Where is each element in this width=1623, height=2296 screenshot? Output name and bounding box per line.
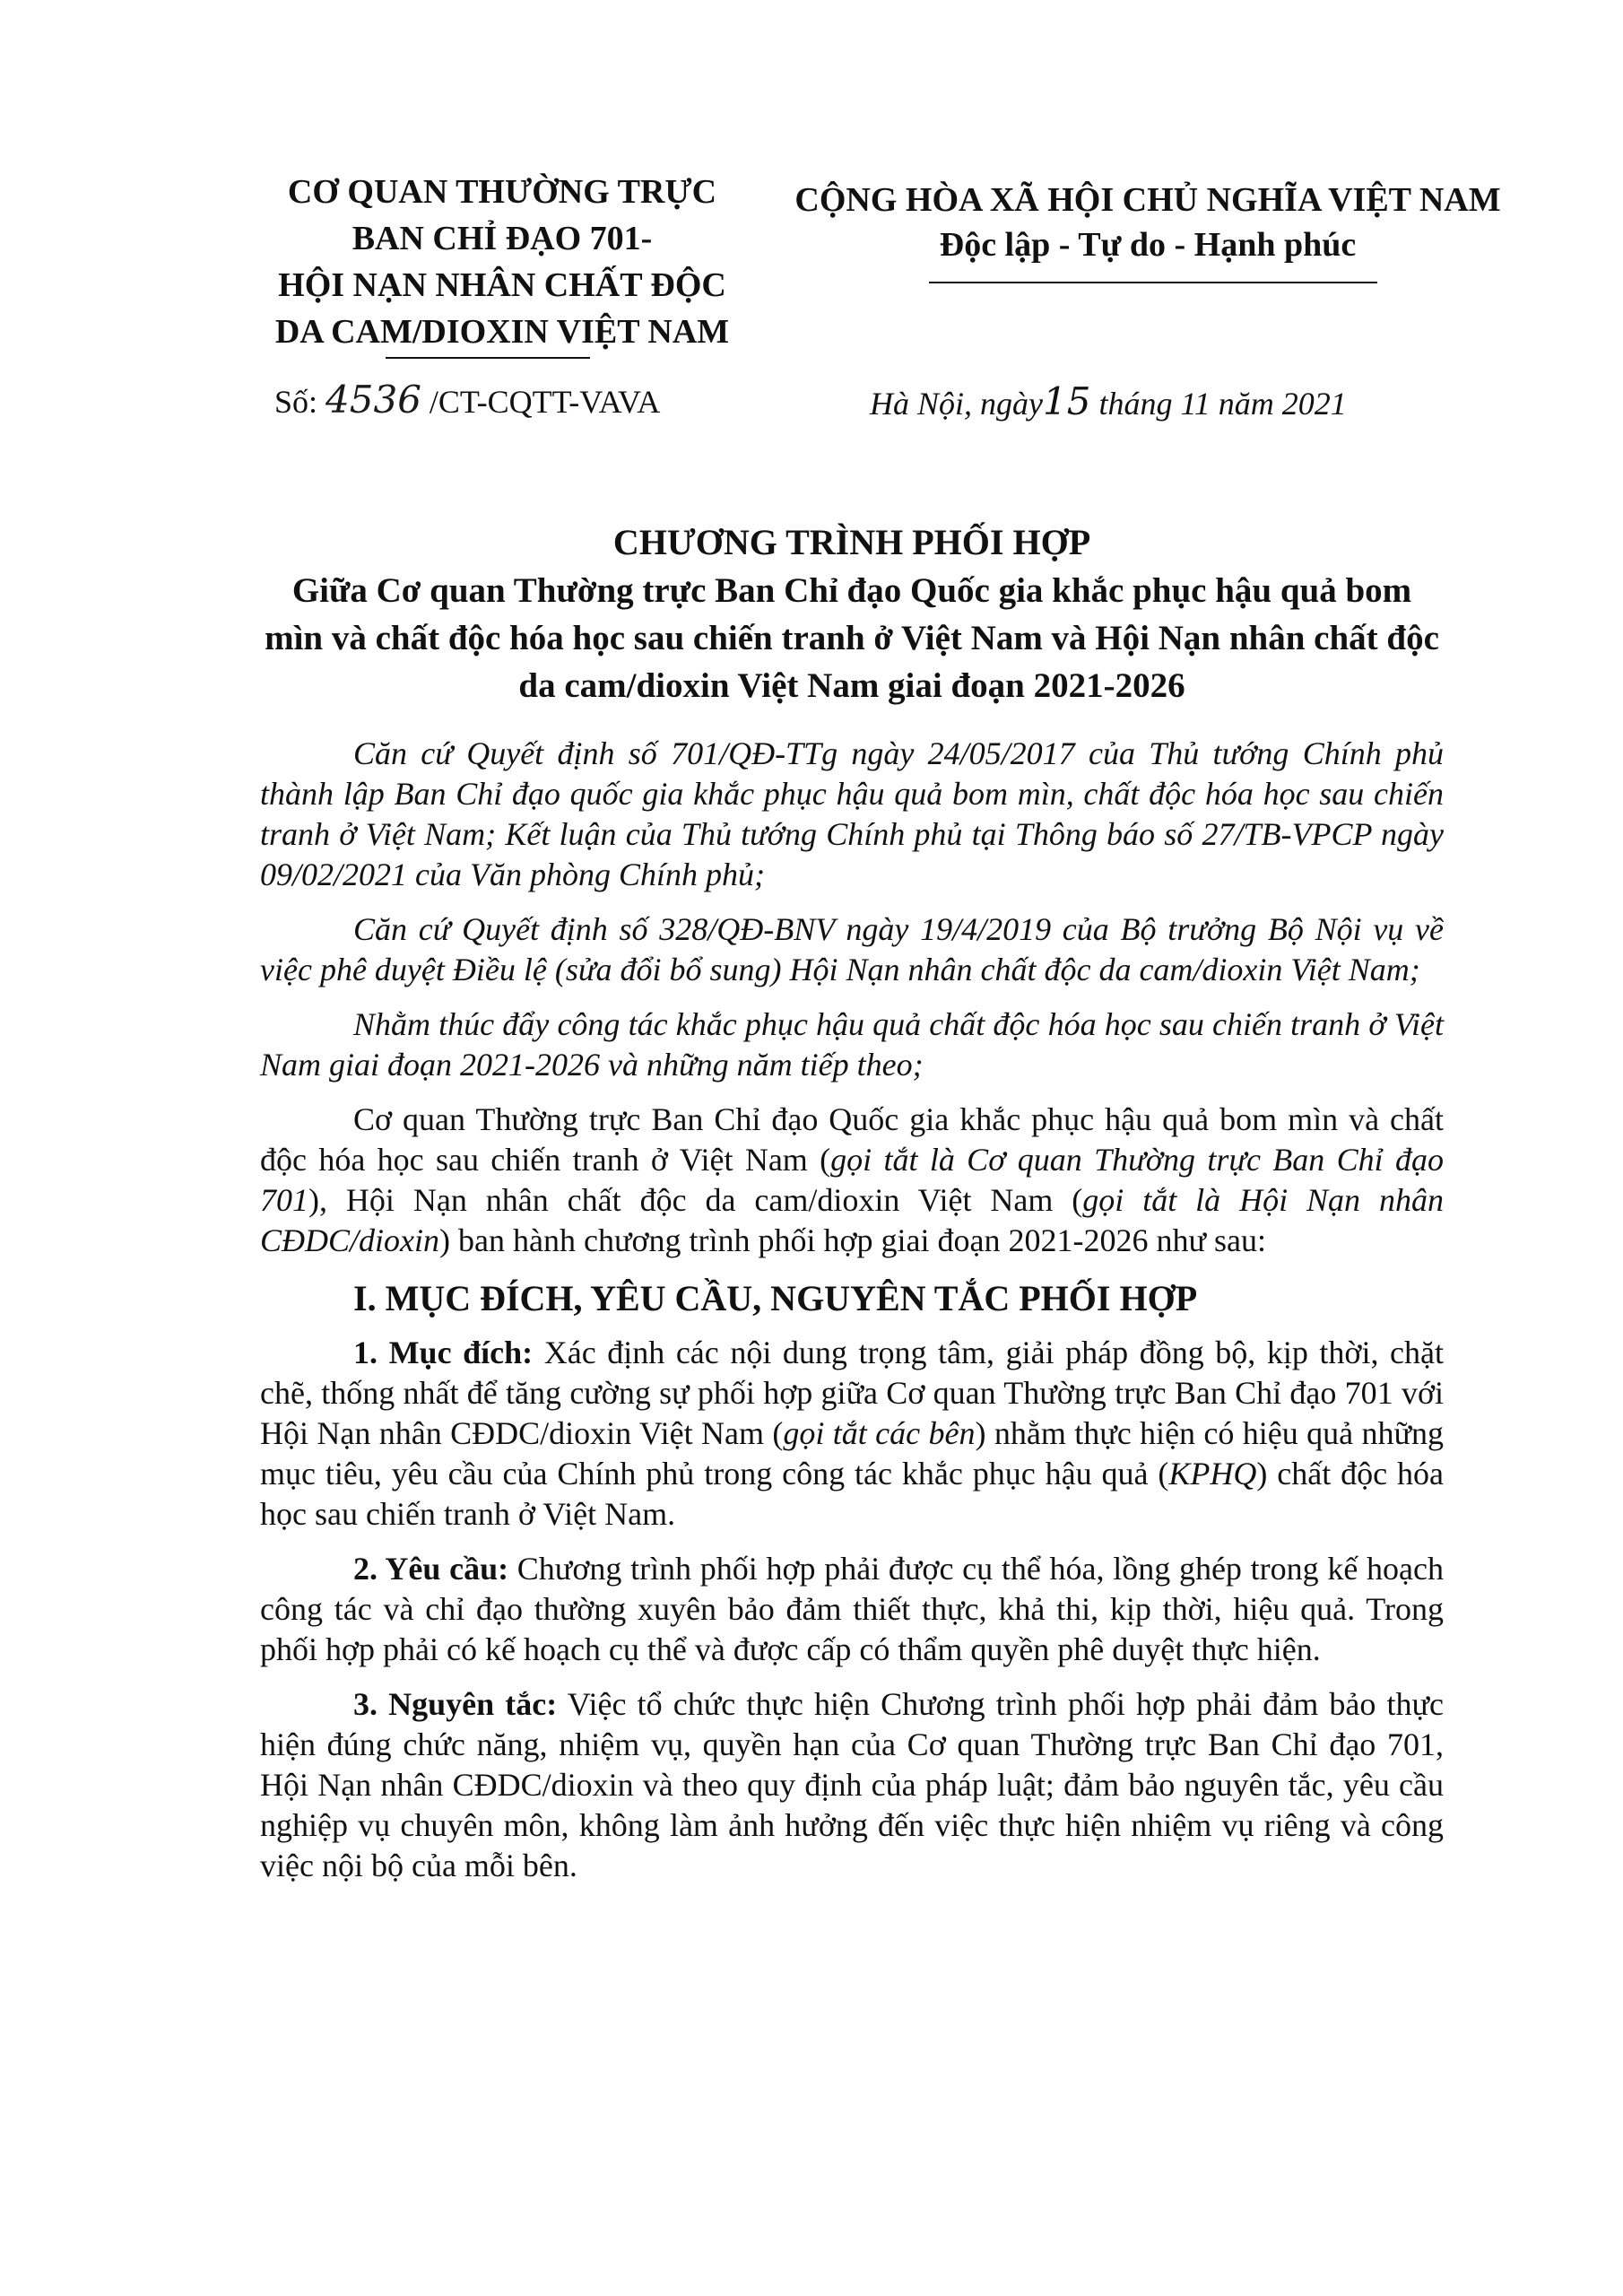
- date-rest: tháng 11 năm 2021: [1098, 386, 1347, 422]
- intro-italic: gọi tắt là Hội Nạn nhân CĐDC/dioxin: [260, 1182, 1444, 1258]
- purpose-paragraph: [260, 1333, 1444, 1535]
- document-title: [260, 518, 1444, 709]
- agency-line: BAN CHỈ ĐẠO 701-: [352, 220, 653, 257]
- purpose-italic: gọi tắt các bên: [783, 1415, 976, 1451]
- date-prefix: Hà Nội, ngày: [870, 386, 1043, 422]
- requirements-text: Chương trình phối hợp phải được cụ thể hóa, lồng ghép trong kế hoạch công tác và chỉ đạo thường xuyên bảo đảm thiết thực, khả thi, kịp thời, hiệu quả. Trong phối hợp phải có kế hoạch cụ thể và được cấp có thẩm quyền phê duyệt thực hiện.: [260, 1551, 1444, 1667]
- principles-paragraph: [260, 1684, 1444, 1886]
- principles-label: 3. Nguyên tắc:: [353, 1686, 558, 1722]
- doc-number-code: /CT-CQTT-VAVA: [429, 384, 661, 420]
- date-day-handwritten: 15: [1043, 379, 1091, 423]
- section-heading: I. MỤC ĐÍCH, YÊU CẦU, NGUYÊN TẮC PHỐI HỢP: [353, 1278, 1198, 1318]
- purpose-label: 1. Mục đích:: [353, 1335, 534, 1370]
- purpose-text: ) chất độc hóa học sau chiến tranh ở Việt Nam.: [260, 1456, 1444, 1532]
- doc-number-label: Số:: [274, 384, 318, 420]
- document-number: [274, 378, 660, 423]
- agency-line: CƠ QUAN THƯỜNG TRỰC: [287, 173, 717, 211]
- title-subtitle: Giữa Cơ quan Thường trực Ban Chỉ đạo Quốc gia khắc phục hậu quả bom mìn và chất độc hóa học sau chiến tranh ở Việt Nam và Hội Nạn nhân chất độc da cam/dioxin Việt Nam giai đoạn 2021-2026: [265, 571, 1439, 705]
- intro-italic: gọi tắt là Cơ quan Thường trực Ban Chỉ đạo 701: [260, 1142, 1444, 1218]
- preamble-paragraph: Nhằm thúc đẩy công tác khắc phục hậu quả chất độc hóa học sau chiến tranh ở Việt Nam giai đoạn 2021-2026 và những năm tiếp theo;: [260, 1006, 1444, 1083]
- principles-text: Việc tổ chức thực hiện Chương trình phối hợp phải đảm bảo thực hiện đúng chức năng, nhiệm vụ, quyền hạn của Cơ quan Thường trực Ban Chỉ đạo 701, Hội Nạn nhân CĐDC/dioxin và theo quy định của pháp luật; đảm bảo nguyên tắc, yêu cầu nghiệp vụ chuyên môn, không làm ảnh hưởng đến việc thực hiện nhiệm vụ riêng và công việc nội bộ của mỗi bên.: [260, 1686, 1444, 1883]
- title-main: CHƯƠNG TRÌNH PHỐI HỢP: [612, 522, 1091, 562]
- country-name: CỘNG HÒA XÃ HỘI CHỦ NGHĨA VIỆT NAM: [794, 181, 1501, 219]
- purpose-text: ) nhằm thực hiện có hiệu quả những mục tiêu, yêu cầu của Chính phủ trong công tác khắc phục hậu quả (: [260, 1415, 1444, 1492]
- agency-line: DA CAM/DIOXIN VIỆT NAM: [274, 313, 730, 351]
- requirements-paragraph: [260, 1549, 1444, 1670]
- intro-paragraph: [260, 1100, 1444, 1261]
- intro-text: Cơ quan Thường trực Ban Chỉ đạo Quốc gia khắc phục hậu quả bom mìn và chất độc hóa học sau chiến tranh ở Việt Nam (: [260, 1101, 1444, 1178]
- national-motto: Độc lập - Tự do - Hạnh phúc: [939, 226, 1357, 264]
- intro-text: ), Hội Nạn nhân chất độc da cam/dioxin Việt Nam (: [308, 1182, 1083, 1218]
- national-header: [771, 178, 1524, 267]
- requirements-label: 2. Yêu cầu:: [353, 1551, 509, 1587]
- doc-number-handwritten: 4536: [325, 378, 421, 422]
- preamble-paragraph: Căn cứ Quyết định số 701/QĐ-TTg ngày 24/05/2017 của Thủ tướng Chính phủ thành lập Ban Chỉ đạo quốc gia khắc phục hậu quả bom mìn, chất độc hóa học sau chiến tranh ở Việt Nam; Kết luận của Thủ tướng Chính phủ tại Thông báo số 27/TB-VPCP ngày 09/02/2021 của Văn phòng Chính phủ;: [260, 735, 1444, 892]
- agency-line: HỘI NẠN NHÂN CHẤT ĐỘC: [278, 266, 726, 304]
- place-and-date: [870, 380, 1347, 425]
- motto-underline: [929, 282, 1377, 283]
- preamble-paragraph: Căn cứ Quyết định số 328/QĐ-BNV ngày 19/4/2019 của Bộ trưởng Bộ Nội vụ về việc phê duyệt Điều lệ (sửa đổi bổ sung) Hội Nạn nhân chất độc da cam/dioxin Việt Nam;: [260, 911, 1444, 987]
- document-body: [260, 734, 1444, 1900]
- agency-underline: [386, 357, 590, 359]
- purpose-text: Xác định các nội dung trọng tâm, giải pháp đồng bộ, kịp thời, chặt chẽ, thống nhất để tăng cường sự phối hợp giữa Cơ quan Thường trực Ban Chỉ đạo 701 với Hội Nạn nhân CĐDC/dioxin Việt Nam (: [260, 1335, 1444, 1451]
- issuing-agency: [224, 169, 780, 355]
- purpose-italic: KPHQ: [1168, 1456, 1257, 1492]
- intro-text: ) ban hành chương trình phối hợp giai đoạn 2021-2026 như sau:: [439, 1222, 1266, 1258]
